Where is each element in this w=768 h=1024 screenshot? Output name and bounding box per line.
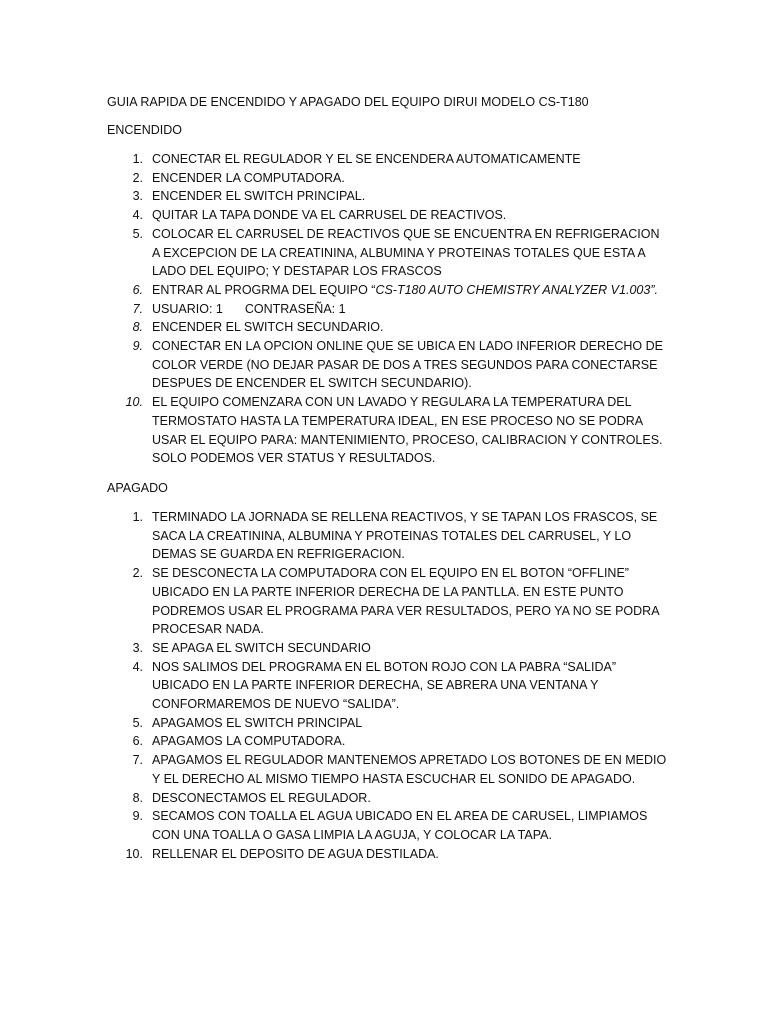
list-item — [107, 281, 667, 300]
encendido-list — [107, 150, 667, 468]
list-item — [107, 751, 667, 788]
item-text: ENCENDER LA COMPUTADORA. — [152, 170, 345, 185]
item-text: TERMINADO LA JORNADA SE RELLENA REACTIVOS, Y SE TAPAN LOS FRASCOS, SE SACA LA CREATININA, ALBUMINA Y PROTEINAS TOTALES DEL CARRUSEL, Y LO DEMAS SE GUARDA EN REFRIGERACION. — [152, 510, 658, 562]
item-number: 8. — [132, 320, 143, 335]
apagado-list — [107, 508, 667, 863]
item-text-before: ENTRAR AL PROGRMA DEL EQUIPO “ — [152, 282, 376, 297]
list-item — [107, 845, 667, 864]
item-number: 2. — [132, 170, 143, 185]
item-text: RELLENAR EL DEPOSITO DE AGUA DESTILADA. — [152, 846, 439, 861]
document-title: GUIA RAPIDA DE ENCENDIDO Y APAGADO DEL EQUIPO DIRUI MODELO CS-T180 — [107, 95, 589, 109]
item-number: 7. — [132, 753, 143, 768]
item-text — [152, 302, 346, 316]
item-number: 10. — [125, 395, 143, 410]
item-number: 5. — [132, 715, 143, 730]
item-number: 10. — [125, 846, 143, 861]
item-text: APAGAMOS EL REGULADOR MANTENEMOS APRETADO LOS BOTONES DE EN MEDIO Y EL DERECHO AL MISMO TIEMPO HASTA ESCUCHAR EL SONIDO DE APAGADO. — [152, 753, 667, 786]
program-name: CS-T180 AUTO CHEMISTRY ANALYZER V1.003 — [375, 282, 651, 297]
item-number: 1. — [132, 152, 143, 166]
item-text: QUITAR LA TAPA DONDE VA EL CARRUSEL DE REACTIVOS. — [152, 208, 507, 223]
item-number: 4. — [132, 208, 143, 223]
list-item — [107, 508, 667, 564]
item-number: 4. — [132, 659, 143, 674]
list-item — [107, 337, 667, 393]
item-text-after: ”. — [650, 282, 658, 297]
list-item — [107, 564, 667, 639]
item-number: 3. — [132, 189, 143, 204]
item-text — [152, 283, 658, 297]
item-text: COLOCAR EL CARRUSEL DE REACTIVOS QUE SE ENCUENTRA EN REFRIGERACION A EXCEPCION DE LA CREATININA, ALBUMINA Y PROTEINAS TOTALES QUE ESTA A LADO DEL EQUIPO; Y DESTAPAR LOS FRASCOS — [152, 226, 660, 279]
list-item — [107, 150, 667, 169]
usuario-text: USUARIO: 1 — [152, 301, 223, 316]
item-number: 7. — [132, 301, 143, 316]
list-item — [107, 318, 667, 337]
list-item — [107, 225, 667, 281]
heading-apagado: APAGADO — [107, 481, 168, 495]
item-number: 3. — [132, 640, 143, 655]
item-text: DESCONECTAMOS EL REGULADOR. — [152, 790, 371, 805]
list-item — [107, 807, 667, 844]
item-text: CONECTAR EL REGULADOR Y EL SE ENCENDERA AUTOMATICAMENTE — [152, 152, 581, 166]
item-number: 2. — [132, 566, 143, 581]
item-text: APAGAMOS LA COMPUTADORA. — [152, 734, 346, 749]
item-text: NOS SALIMOS DEL PROGRAMA EN EL BOTON ROJO CON LA PABRA “SALIDA” UBICADO EN LA PARTE INFERIOR DERECHA, SE ABRERA UNA VENTANA Y CONFORMAREMOS DE NUEVO “SALIDA”. — [152, 659, 617, 712]
list-item — [107, 732, 667, 751]
list-item — [107, 300, 667, 319]
list-item — [107, 169, 667, 188]
item-number: 8. — [132, 790, 143, 805]
list-item — [107, 658, 667, 714]
heading-encendido: ENCENDIDO — [107, 123, 183, 137]
item-number: 6. — [132, 282, 143, 297]
item-number: 9. — [132, 339, 143, 354]
item-number: 5. — [132, 226, 143, 241]
item-text: SECAMOS CON TOALLA EL AGUA UBICADO EN EL AREA DE CARUSEL, LIMPIAMOS CON UNA TOALLA O GASA LIMPIA LA AGUJA, Y COLOCAR LA TAPA. — [152, 809, 648, 842]
item-text: ENCENDER EL SWITCH PRINCIPAL. — [152, 189, 366, 204]
item-number: 6. — [132, 734, 143, 749]
item-text: SE DESCONECTA LA COMPUTADORA CON EL EQUIPO EN EL BOTON “OFFLINE” UBICADO EN LA PARTE INFERIOR DERECHA DE LA PANTLLA. EN ESTE PUNTO PODREMOS USAR EL PROGRAMA PARA VER RESULTADOS, PERO YA NO SE PODRA PROCESAR NADA. — [152, 566, 659, 637]
list-item — [107, 206, 667, 225]
item-text: EL EQUIPO COMENZARA CON UN LAVADO Y REGULARA LA TEMPERATURA DEL TERMOSTATO HASTA LA TEMPERATURA IDEAL, EN ESE PROCESO NO SE PODRA USAR EL EQUIPO PARA: MANTENIMIENTO, PROCESO, CALIBRACION Y CONTROLES. SOLO PODEMOS VER STATUS Y RESULTADOS. — [152, 395, 663, 466]
list-item — [107, 187, 667, 206]
list-item — [107, 714, 667, 733]
contrasena-text: CONTRASEÑA: 1 — [244, 301, 346, 316]
item-text: CONECTAR EN LA OPCION ONLINE QUE SE UBICA EN LADO INFERIOR DERECHO DE COLOR VERDE (NO DEJAR PASAR DE DOS A TRES SEGUNDOS PARA CONECTARSE DESPUES DE ENCENDER EL SWITCH SECUNDARIO). — [152, 339, 663, 391]
item-text: ENCENDER EL SWITCH SECUNDARIO. — [152, 320, 384, 335]
item-text: APAGAMOS EL SWITCH PRINCIPAL — [152, 715, 363, 730]
item-number: 9. — [132, 809, 143, 824]
list-item — [107, 393, 667, 468]
item-number: 1. — [132, 510, 143, 524]
list-item — [107, 789, 667, 808]
item-text: SE APAGA EL SWITCH SECUNDARIO — [152, 640, 371, 655]
list-item — [107, 639, 667, 658]
